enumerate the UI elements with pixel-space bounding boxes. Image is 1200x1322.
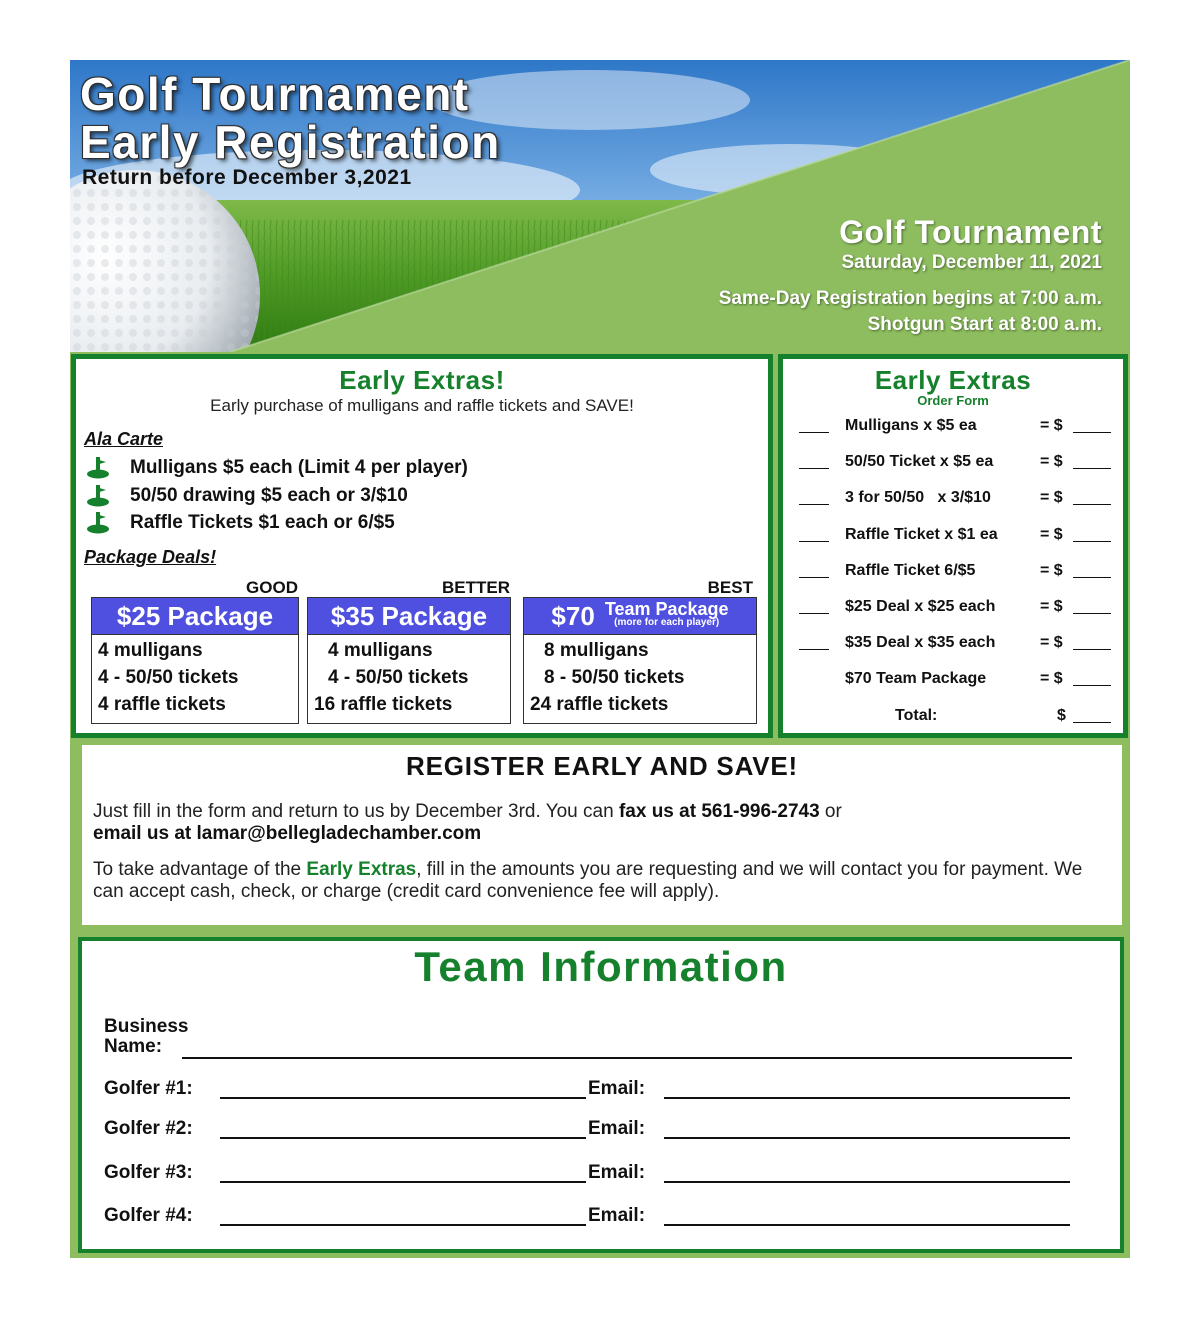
golf-tee-icon	[86, 485, 110, 507]
total-label: Total:	[895, 707, 938, 724]
ala-carte-heading: Ala Carte	[84, 429, 164, 449]
order-row	[795, 634, 1115, 656]
order-form-title: Early Extras	[874, 365, 1032, 395]
golfer-1-field[interactable]	[220, 1097, 586, 1099]
package-price: $70	[551, 600, 595, 631]
early-extras-title: Early Extras!	[339, 365, 505, 395]
order-equals: = $	[1040, 526, 1063, 543]
register-title: REGISTER EARLY AND SAVE!	[406, 751, 798, 781]
golfer-1-email-field[interactable]	[664, 1097, 1070, 1099]
business-label-line: Business	[104, 1016, 189, 1037]
quantity-blank[interactable]	[799, 649, 829, 650]
golfer-2-label: Golfer #2:	[104, 1118, 193, 1139]
order-item-label: $35 Deal x $35 each	[845, 634, 996, 651]
tier-good-label: GOOD	[246, 578, 298, 597]
amount-blank[interactable]	[1073, 613, 1111, 614]
total-blank[interactable]	[1073, 722, 1111, 723]
amount-blank[interactable]	[1073, 468, 1111, 469]
amount-blank[interactable]	[1073, 541, 1111, 542]
shotgun-start: Shotgun Start at 8:00 a.m.	[867, 314, 1102, 335]
hero-title-line2: Early Registration	[80, 116, 501, 168]
event-title: Golf Tournament	[839, 214, 1102, 250]
ala-carte-item-text: Mulligans $5 each (Limit 4 per player)	[130, 457, 468, 478]
ala-carte-item	[86, 510, 395, 536]
order-row	[795, 562, 1115, 584]
package-name: $35 Package	[330, 600, 488, 631]
golf-tee-icon	[86, 512, 110, 534]
team-information-panel	[78, 937, 1124, 1253]
ala-carte-item-text: 50/50 drawing $5 each or 3/$10	[130, 485, 408, 506]
tier-best-label: BEST	[707, 578, 753, 597]
order-row	[795, 417, 1115, 439]
order-total-row	[795, 707, 1115, 729]
business-name-field[interactable]	[182, 1057, 1072, 1059]
order-equals: = $	[1040, 417, 1063, 434]
package-card-70	[523, 597, 757, 724]
amount-blank[interactable]	[1073, 649, 1111, 650]
golfer-4-email-label: Email:	[588, 1205, 646, 1226]
order-equals: = $	[1040, 489, 1063, 506]
business-name-label	[104, 1017, 188, 1057]
email-address: email us at lamar@bellegladechamber.com	[93, 823, 482, 844]
register-early-panel	[82, 745, 1122, 925]
package-card-25	[91, 597, 299, 724]
register-text: To take advantage of the	[93, 859, 307, 880]
package-name: Team Package	[604, 599, 729, 619]
quantity-blank[interactable]	[799, 504, 829, 505]
golfer-1-label: Golfer #1:	[104, 1078, 193, 1099]
package-deals-heading: Package Deals!	[84, 547, 217, 567]
amount-blank[interactable]	[1073, 432, 1111, 433]
order-item-label: $70 Team Package	[845, 670, 987, 687]
package-line: 8 - 50/50 tickets	[544, 667, 685, 688]
package-line: 4 - 50/50 tickets	[328, 667, 469, 688]
package-line: 4 mulligans	[98, 640, 203, 661]
order-item-label: Mulligans x $5 ea	[845, 417, 977, 434]
order-equals: = $	[1040, 562, 1063, 579]
golfer-4-field[interactable]	[220, 1224, 586, 1226]
golfer-4-label: Golfer #4:	[104, 1205, 193, 1226]
golf-tee-icon	[86, 457, 110, 479]
early-extras-highlight: Early Extras	[306, 859, 417, 880]
amount-blank[interactable]	[1073, 504, 1111, 505]
quantity-blank[interactable]	[799, 613, 829, 614]
package-line: 24 raffle tickets	[530, 694, 669, 715]
golfer-2-email-field[interactable]	[664, 1137, 1070, 1139]
return-deadline: Return before December 3,2021	[82, 166, 412, 189]
tier-better-label: BETTER	[442, 578, 510, 597]
package-name: $25 Package	[116, 600, 274, 631]
order-form-subtitle: Order Form	[917, 393, 989, 408]
package-line: 4 - 50/50 tickets	[98, 667, 239, 688]
hero-banner	[70, 60, 1130, 352]
quantity-blank[interactable]	[799, 432, 829, 433]
package-header	[524, 598, 756, 635]
order-row	[795, 489, 1115, 511]
golfer-1-email-label: Email:	[588, 1078, 646, 1099]
ala-carte-item	[86, 483, 408, 509]
register-paragraph-2	[93, 859, 1113, 903]
package-header	[308, 598, 510, 635]
golfer-2-email-label: Email:	[588, 1118, 646, 1139]
order-item-label: 3 for 50/50 x 3/$10	[845, 489, 991, 506]
package-line: 16 raffle tickets	[314, 694, 453, 715]
golfer-3-label: Golfer #3:	[104, 1162, 193, 1183]
quantity-blank[interactable]	[799, 468, 829, 469]
total-dollar: $	[1057, 707, 1066, 724]
register-paragraph-1	[93, 801, 1113, 845]
package-line: 8 mulligans	[544, 640, 649, 661]
order-item-label: $25 Deal x $25 each	[845, 598, 996, 615]
package-line: 4 raffle tickets	[98, 694, 226, 715]
package-header	[92, 598, 298, 635]
early-extras-subtitle: Early purchase of mulligans and raffle tickets and SAVE!	[210, 396, 634, 415]
register-text: Just fill in the form and return to us by December 3rd. You can	[93, 801, 619, 822]
order-row	[795, 453, 1115, 475]
event-date: Saturday, December 11, 2021	[841, 252, 1102, 273]
golfer-3-email-label: Email:	[588, 1162, 646, 1183]
register-text: , fill in the amounts you are requesting and we will contact you for payment. We can accept cash, check, or charge (credit card convenience fee will apply).	[93, 859, 1083, 902]
order-equals: = $	[1040, 634, 1063, 651]
golfer-4-email-field[interactable]	[664, 1224, 1070, 1226]
golfer-2-field[interactable]	[220, 1137, 586, 1139]
golfer-3-email-field[interactable]	[664, 1181, 1070, 1183]
quantity-blank[interactable]	[799, 577, 829, 578]
order-equals: = $	[1040, 670, 1063, 687]
order-row	[795, 526, 1115, 548]
order-row	[795, 598, 1115, 620]
order-item-label: 50/50 Ticket x $5 ea	[845, 453, 994, 470]
package-card-35	[307, 597, 511, 724]
order-item-label: Raffle Ticket 6/$5	[845, 562, 976, 579]
ala-carte-item	[86, 455, 468, 481]
amount-blank[interactable]	[1073, 577, 1111, 578]
golfer-3-field[interactable]	[220, 1181, 586, 1183]
order-item-label: Raffle Ticket x $1 ea	[845, 526, 998, 543]
business-label-line: Name:	[104, 1036, 163, 1057]
amount-blank[interactable]	[1073, 685, 1111, 686]
ala-carte-item-text: Raffle Tickets $1 each or 6/$5	[130, 512, 395, 533]
team-information-title: Team Information	[414, 943, 788, 990]
hero-title-line1: Golf Tournament	[80, 68, 470, 120]
package-note: (more for each player)	[614, 617, 720, 628]
same-day-registration: Same-Day Registration begins at 7:00 a.m.	[718, 288, 1102, 309]
quantity-blank[interactable]	[799, 541, 829, 542]
order-form-panel	[778, 354, 1128, 738]
package-line: 4 mulligans	[328, 640, 433, 661]
order-equals: = $	[1040, 453, 1063, 470]
order-row	[795, 670, 1115, 692]
early-extras-panel	[71, 354, 773, 738]
order-equals: = $	[1040, 598, 1063, 615]
fax-number: fax us at 561-996-2743	[618, 801, 820, 822]
register-text: or	[819, 801, 842, 822]
